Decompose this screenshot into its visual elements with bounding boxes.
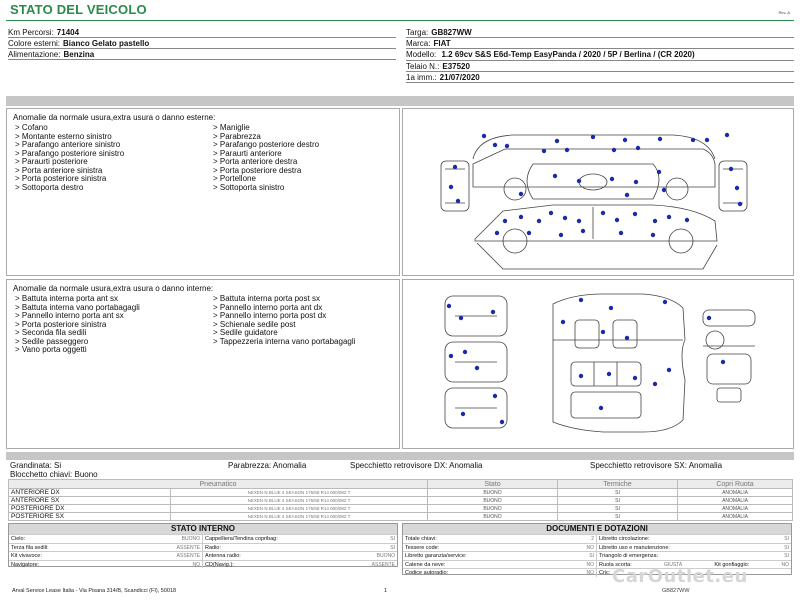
tyre-copri: ANOMALIA xyxy=(678,497,793,505)
colore-label: Colore esterni: xyxy=(8,39,61,48)
field-label: Antenna radio: xyxy=(205,553,241,559)
field-value: SI xyxy=(589,553,594,559)
immatricolazione-value: 21/07/2020 xyxy=(439,73,480,82)
damage-item: > Battuta interna porta post sx xyxy=(213,294,320,303)
exterior-damage-heading: Anomalie da normale usura,extra usura o danno esterne: xyxy=(13,113,216,122)
marca-value: FIAT xyxy=(433,39,451,48)
exterior-damage-col1 xyxy=(15,124,213,192)
field-label: Libretto uso e manutenzione: xyxy=(599,544,670,551)
damage-item: > Vano porta oggetti xyxy=(15,345,87,354)
title-rule xyxy=(6,20,794,21)
damage-item: > Schienale sedile post xyxy=(213,319,296,329)
damage-item: > Paraurti anteriore xyxy=(213,148,282,158)
field-label: Radio: xyxy=(205,544,221,551)
damage-item: > Pannello interno porta ant sx xyxy=(15,311,124,320)
stato-interno-title: STATO INTERNO xyxy=(9,524,397,534)
table-row xyxy=(403,551,791,560)
footer-page-number: 1 xyxy=(384,588,388,594)
field-value: ASSENTE xyxy=(371,561,395,568)
table-row xyxy=(403,543,791,552)
field-label: Libretto circolazione: xyxy=(599,536,650,542)
damage-item: > Sedile guidatore xyxy=(213,328,278,337)
damage-item: > Cofano xyxy=(15,123,48,132)
modello-row xyxy=(406,49,794,61)
tyre-termiche: SI xyxy=(558,489,678,497)
field-label: Kit vivavoce: xyxy=(11,553,42,559)
targa-label: Targa: xyxy=(406,28,429,37)
interior-damage-col2 xyxy=(213,295,399,355)
column-header: Copri Ruota xyxy=(678,480,793,489)
field-value: NO xyxy=(586,570,594,576)
field-label: Catene da neve: xyxy=(405,561,446,568)
colore-row xyxy=(8,38,396,49)
km-label: Km Percorsi: xyxy=(8,28,54,37)
revision-label: Rev. A xyxy=(778,10,790,15)
damage-item: > Porta anteriore destra xyxy=(213,157,298,166)
modello-label: Modello: xyxy=(406,50,437,59)
exterior-damage-col2 xyxy=(213,124,399,192)
field-label: CD(Navig.): xyxy=(205,561,234,568)
field-value: BUONO xyxy=(376,553,395,559)
alimentazione-value: Benzina xyxy=(63,50,95,59)
damage-item: > Battuta interna vano portabagagli xyxy=(15,302,140,312)
table-row xyxy=(9,489,793,497)
damage-item: > Pannello interno porta ant dx xyxy=(213,302,323,312)
field-value: ASSENTE xyxy=(176,553,200,559)
damage-item: > Porta anteriore sinistra xyxy=(15,165,103,175)
damage-item: > Sedile passeggero xyxy=(15,336,89,346)
table-row xyxy=(9,513,793,521)
tyre-stato: BUONO xyxy=(428,497,558,505)
tyre-position: POSTERIORE DX xyxy=(9,505,171,513)
alimentazione-row xyxy=(8,49,396,60)
tyre-type: NEXEN N BLUE 4 SEASON 175/65 R14 000/082 T xyxy=(171,513,428,521)
table-row xyxy=(9,505,793,513)
column-header: Stato xyxy=(428,480,558,489)
page-title: STATO DEL VEICOLO xyxy=(10,2,147,17)
tyre-copri: ANOMALIA xyxy=(678,489,793,497)
tyre-termiche: SI xyxy=(558,497,678,505)
interior-car-diagram xyxy=(402,279,794,449)
field-label: Terza fila sedili: xyxy=(11,544,49,551)
targa-value: GB827WW xyxy=(431,28,472,37)
section-divider-bar xyxy=(6,96,794,106)
table-row xyxy=(9,551,397,560)
damage-item: > Parafango posteriore destro xyxy=(213,140,320,149)
exterior-car-diagram xyxy=(402,108,794,276)
field-value: SI xyxy=(784,544,789,551)
blocchetto-text: Blocchetto chiavi: Buono xyxy=(10,470,98,479)
table-row xyxy=(9,560,397,569)
tyre-stato: BUONO xyxy=(428,513,558,521)
marca-label: Marca: xyxy=(406,39,431,48)
grandinata-text: Grandinata: Si xyxy=(10,461,62,470)
telaio-label: Telaio N.: xyxy=(406,62,440,71)
tyre-termiche: SI xyxy=(558,513,678,521)
telaio-row xyxy=(406,61,794,72)
field-value: SI xyxy=(390,544,395,551)
field-value: SI xyxy=(784,536,789,542)
damage-item: > Tappezzeria interna vano portabagagli xyxy=(213,336,356,346)
tyre-position: ANTERIORE DX xyxy=(9,489,171,497)
damage-item: > Parafango anteriore sinistro xyxy=(15,140,121,149)
km-value: 71404 xyxy=(56,28,80,37)
interior-damage-col1 xyxy=(15,295,213,355)
tyre-copri: ANOMALIA xyxy=(678,505,793,513)
tyre-stato: BUONO xyxy=(428,505,558,513)
field-value: ASSENTE xyxy=(176,544,200,551)
damage-item: > Porta posteriore destra xyxy=(213,165,302,175)
damage-item: > Porta posteriore sinistra xyxy=(15,174,107,183)
immatricolazione-label: 1a imm.: xyxy=(406,73,437,82)
immatricolazione-row xyxy=(406,72,794,83)
damage-item: > Battuta interna porta ant sx xyxy=(15,294,118,303)
stato-interno-box xyxy=(8,523,398,567)
table-row xyxy=(9,497,793,505)
field-label: Cielo: xyxy=(11,536,26,542)
interior-damage-heading: Anomalie da normale usura,extra usura o danno interne: xyxy=(13,284,214,293)
damage-item: > Sottoporta destro xyxy=(15,182,84,192)
modello-value: 1.2 69cv S&S E6d-Temp EasyPanda / 2020 / 5P / Berlina / (CR 2020) xyxy=(441,50,695,59)
table-row xyxy=(9,534,397,543)
alimentazione-label: Alimentazione: xyxy=(8,50,61,59)
documenti-title: DOCUMENTI E DOTAZIONI xyxy=(403,524,791,534)
damage-item: > Sottoporta sinistro xyxy=(213,182,285,192)
field-label: Navigatore: xyxy=(11,561,40,568)
damage-item: > Porta posteriore sinistra xyxy=(15,319,107,329)
damage-item: > Parabrezza xyxy=(213,131,261,141)
vehicle-info-left xyxy=(8,27,396,60)
table-row xyxy=(403,534,791,543)
table-row xyxy=(9,543,397,552)
misc-divider-bar xyxy=(6,452,794,460)
marca-row xyxy=(406,38,794,49)
damage-item: > Seconda fila sedili xyxy=(15,328,87,337)
exterior-damage-panel xyxy=(6,108,400,276)
column-header: Pneumatico xyxy=(9,480,428,489)
damage-item: > Paraurti posteriore xyxy=(15,157,88,166)
damage-item: > Portellone xyxy=(213,174,256,183)
tyre-type: NEXEN N BLUE 4 SEASON 175/65 R14 000/082 T xyxy=(171,489,428,497)
km-row xyxy=(8,27,396,38)
interior-car-drawing xyxy=(403,280,795,450)
field-label: Cappelliera/Tendina copribag: xyxy=(205,536,278,542)
damage-item: > Parafango posteriore sinistro xyxy=(15,148,125,158)
specchietto-dx-text: Specchietto retrovisore DX: Anomalia xyxy=(350,461,483,470)
field-value: GIUSTA xyxy=(663,561,683,568)
tyres-table xyxy=(8,479,793,521)
damage-item: > Montante esterno sinistro xyxy=(15,131,112,141)
field-label: Totale chiavi: xyxy=(405,536,437,542)
damage-item: > Maniglie xyxy=(213,123,250,132)
tyre-position: POSTERIORE SX xyxy=(9,513,171,521)
field-value: NO xyxy=(586,561,594,568)
field-value: NO xyxy=(586,544,594,551)
tyres-header-row xyxy=(9,480,793,489)
field-label: Kit gonfiaggio: xyxy=(714,561,750,568)
field-value: 2 xyxy=(591,536,594,542)
watermark-logo: CarOutlet.eu xyxy=(612,566,748,587)
targa-row xyxy=(406,27,794,38)
telaio-value: E37520 xyxy=(442,62,470,71)
tyre-stato: BUONO xyxy=(428,489,558,497)
field-value: SI xyxy=(390,536,395,542)
field-label: Codice autoradio: xyxy=(405,570,449,576)
damage-item: > Pannello interno porta post dx xyxy=(213,311,327,320)
tyre-type: NEXEN N BLUE 4 SEASON 175/65 R14 000/082 T xyxy=(171,497,428,505)
field-value: NO xyxy=(781,561,789,568)
field-value: NO xyxy=(192,561,200,568)
footer-address: Arval Service Lease Italia - Via Pisana 314/B, Scandicci (FI), 50018 xyxy=(12,588,177,594)
parabrezza-text: Parabrezza: Anomalia xyxy=(228,461,307,470)
misc-row xyxy=(10,461,795,479)
field-label: Cric: xyxy=(599,570,611,576)
field-label: Ruota scorta: xyxy=(599,561,632,568)
vehicle-info-right xyxy=(406,27,794,83)
field-value: BUONO xyxy=(181,536,200,542)
exterior-car-drawing xyxy=(403,109,795,277)
colore-value: Bianco Gelato pastello xyxy=(63,39,150,48)
field-label: Triangolo di emergenza: xyxy=(599,553,659,559)
tyre-type: NEXEN N BLUE 4 SEASON 175/65 R14 000/082 T xyxy=(171,505,428,513)
field-value: SI xyxy=(784,553,789,559)
specchietto-sx-text: Specchietto retrovisore SX: Anomalia xyxy=(590,461,723,470)
column-header: Termiche xyxy=(558,480,678,489)
footer-reference: GB827WW xyxy=(662,588,690,594)
tyre-copri: ANOMALIA xyxy=(678,513,793,521)
field-label: Tessere code: xyxy=(405,544,440,551)
tyre-termiche: SI xyxy=(558,505,678,513)
tyre-position: ANTERIORE SX xyxy=(9,497,171,505)
interior-damage-panel xyxy=(6,279,400,449)
field-label: Libretto garanzia/service: xyxy=(405,553,467,559)
